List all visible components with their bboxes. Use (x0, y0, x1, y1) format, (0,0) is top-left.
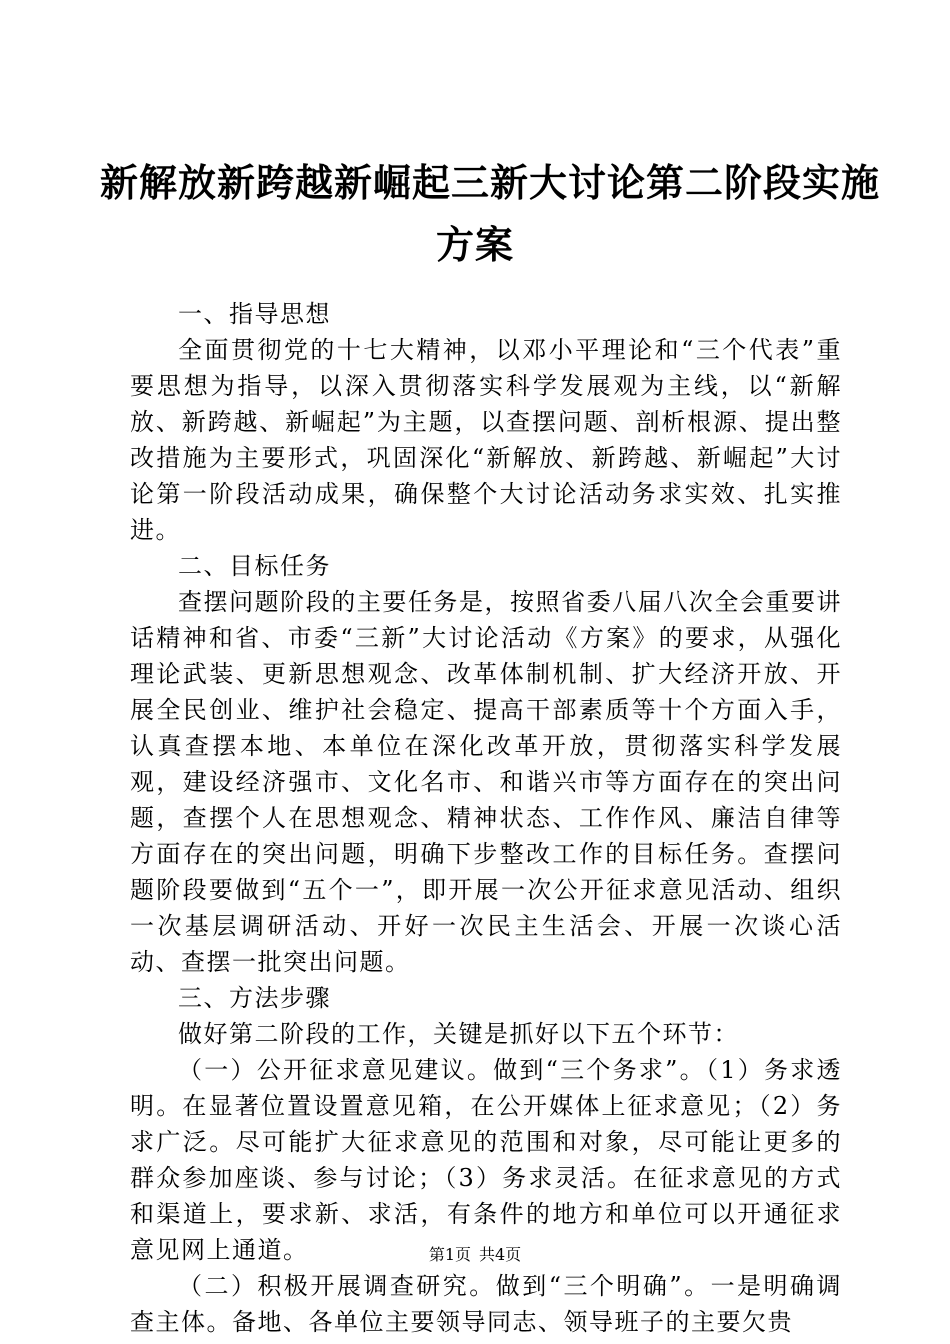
page-number: 第1页 (428, 1245, 471, 1264)
paragraph-guiding-ideology: 全面贯彻党的十七大精神，以邓小平理论和“三个代表”重要思想为指导，以深入贯彻落实科学发展观为主线，以“新解放、新跨越、新崛起”为主题，以查摆问题、剖析根源、提出整改措施为主要形式，巩固深化“新解放、新跨越、新崛起”大讨论第一阶段活动成果，确保整个大讨论活动务求实效、扎实推进。 (130, 336, 842, 544)
section-heading-objectives: 二、目标任务 (178, 552, 331, 580)
paragraph-objectives: 查摆问题阶段的主要任务是，按照省委八届八次全会重要讲话精神和省、市委“三新”大讨论活动《方案》的要求，从强化理论武装、更新思想观念、改革体制机制、扩大经济开放、开展全民创业、维护社会稳定、提高干部素质等十个方面入手，认真查摆本地、本单位在深化改革开放，贯彻落实科学发展观，建设经济强市、文化名市、和谐兴市等方面存在的突出问题，查摆个人在思想观念、精神状态、工作作风、廉洁自律等方面存在的突出问题，明确下步整改工作的目标任务。查摆问题阶段要做到“五个一”，即开展一次公开征求意见活动、组织一次基层调研活动、开好一次民主生活会、开展一次谈心活动、查摆一批突出问题。 (130, 588, 842, 976)
document-title-line-1: 新解放新跨越新崛起三新大讨论第二阶段实施 (100, 160, 881, 205)
paragraph-step-2: （二）积极开展调查研究。做到“三个明确”。一是明确调查主体。备地、各单位主要领导同志、领导班子的主要欠贵 (130, 1272, 842, 1336)
section-heading-guiding-ideology: 一、指导思想 (178, 300, 331, 328)
paragraph-step-1: （一）公开征求意见建议。做到“三个务求”。（1）务求透明。在显著位置设置意见箱，在公开媒体上征求意见；（2）务求广泛。尽可能扩大征求意见的范围和对象，尽可能让更多的群众参加座谈、参与讨论；（3）务求灵活。在征求意见的方式和渠道上，要求新、求活，有条件的地方和单位可以开通征求意见网上通道。 (130, 1056, 842, 1264)
page-footer (0, 1245, 950, 1265)
page-total: 共4页 (479, 1245, 522, 1264)
section-heading-methods: 三、方法步骤 (178, 984, 331, 1012)
paragraph-methods-intro: 做好第二阶段的工作，关键是抓好以下五个环节： (178, 1020, 739, 1048)
document-title-line-2: 方案 (435, 222, 514, 267)
document-body (130, 296, 842, 1340)
